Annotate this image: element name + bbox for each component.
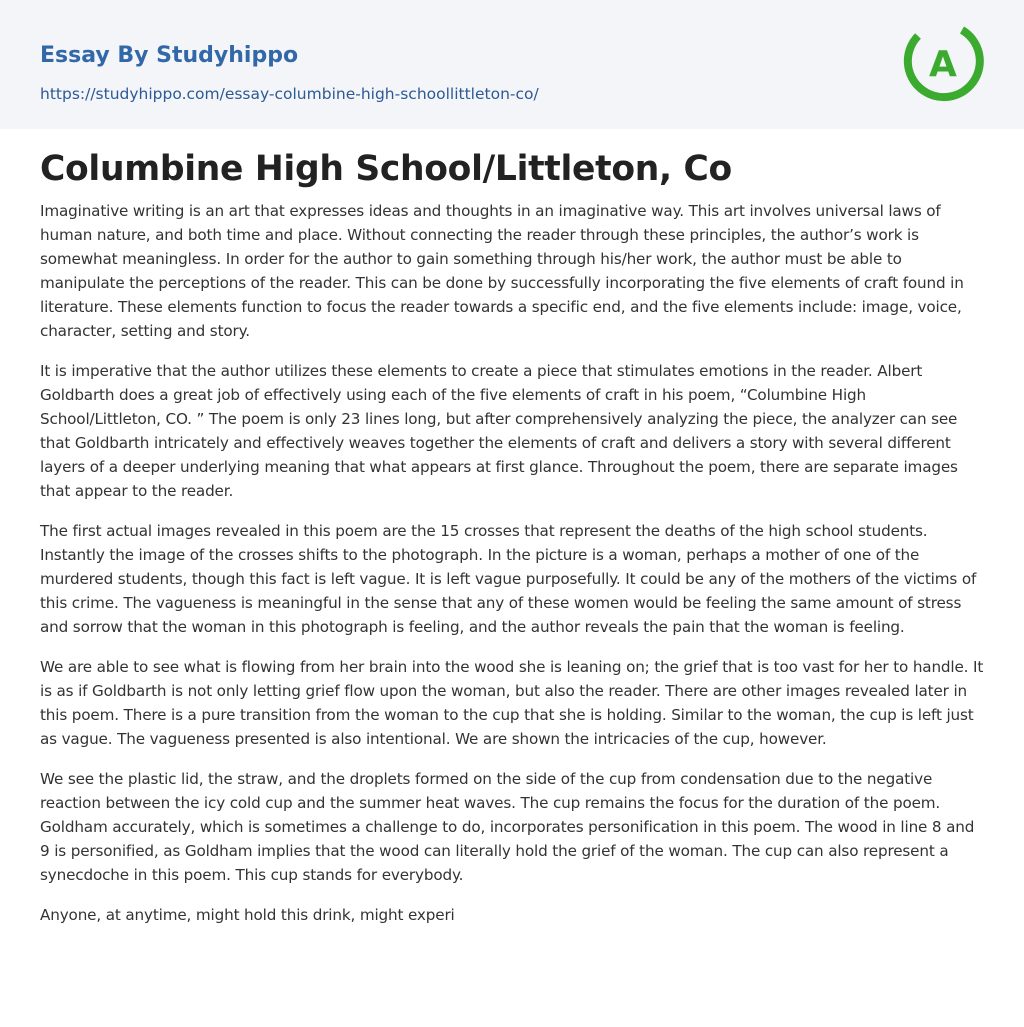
site-brand[interactable]: Essay By Studyhippo bbox=[40, 43, 299, 68]
page-title: Columbine High School/Littleton, Co bbox=[40, 149, 732, 189]
paragraph: It is imperative that the author utilizes these elements to create a piece that stimulates emotions in the reader. Albert Goldbarth does a great job of effectively using each of the five elements of craft in his poem, “Columbine High School/Littleton, CO. ” The poem is only 23 lines long, but after comprehensively analyzing the piece, the analyzer can see that Goldbarth intricately and effectively weaves together the elements of craft and delivers a story with several different layers of a deeper underlying meaning that what appears at first glance. Throughout the poem, there are separate images that appear to the reader. bbox=[40, 362, 958, 500]
paragraph-truncated: Anyone, at anytime, might hold this drink, might experi bbox=[40, 906, 455, 924]
paragraph: The first actual images revealed in this poem are the 15 crosses that represent the deaths of the high school students. Instantly the image of the crosses shifts to the photograph. In the picture is a woman, perhaps a mother of one of the murdered students, though this fact is left vague. It is left vague purposefully. It could be any of the mothers of the victims of this crime. The vagueness is meaningful in the sense that any of these women would be feeling the same amount of stress and sorrow that the woman in this photograph is feeling, and the author reveals the pain that the woman is feeling. bbox=[40, 522, 977, 636]
paragraph: We see the plastic lid, the straw, and the droplets formed on the side of the cup from condensation due to the negative reaction between the icy cold cup and the summer heat waves. The cup remains the focus for the duration of the poem. Goldham accurately, which is sometimes a challenge to do, incorporates personification in this poem. The wood in line 8 and 9 is personified, as Goldham implies that the wood can literally hold the grief of the woman. The cup can also represent a synecdoche in this poem. This cup stands for everybody. bbox=[40, 770, 975, 884]
logo-letter: A bbox=[929, 44, 957, 85]
essay-url-link[interactable]: https://studyhippo.com/essay-columbine-high-schoollittleton-co/ bbox=[40, 85, 539, 103]
article bbox=[0, 147, 1024, 927]
page-header bbox=[0, 0, 1024, 129]
paragraph: Imaginative writing is an art that expresses ideas and thoughts in an imaginative way. This art involves universal laws of human nature, and both time and place. Without connecting the reader through these principles, the author’s work is somewhat meaningless. In order for the author to gain something through his/her work, the author must be able to manipulate the perceptions of the reader. This can be done by successfully incorporating the five elements of craft found in literature. These elements function to focus the reader towards a specific end, and the five elements include: image, voice, character, setting and story. bbox=[40, 202, 964, 340]
paragraph: We are able to see what is flowing from her brain into the wood she is leaning on; the grief that is too vast for her to handle. It is as if Goldbarth is not only letting grief flow upon the woman, but also the reader. There are other images revealed later in this poem. There is a pure transition from the woman to the cup that she is holding. Similar to the woman, the cup is left just as vague. The vagueness presented is also intentional. We are shown the intricacies of the cup, however. bbox=[40, 658, 984, 748]
circle-a-logo-icon[interactable] bbox=[900, 20, 984, 104]
